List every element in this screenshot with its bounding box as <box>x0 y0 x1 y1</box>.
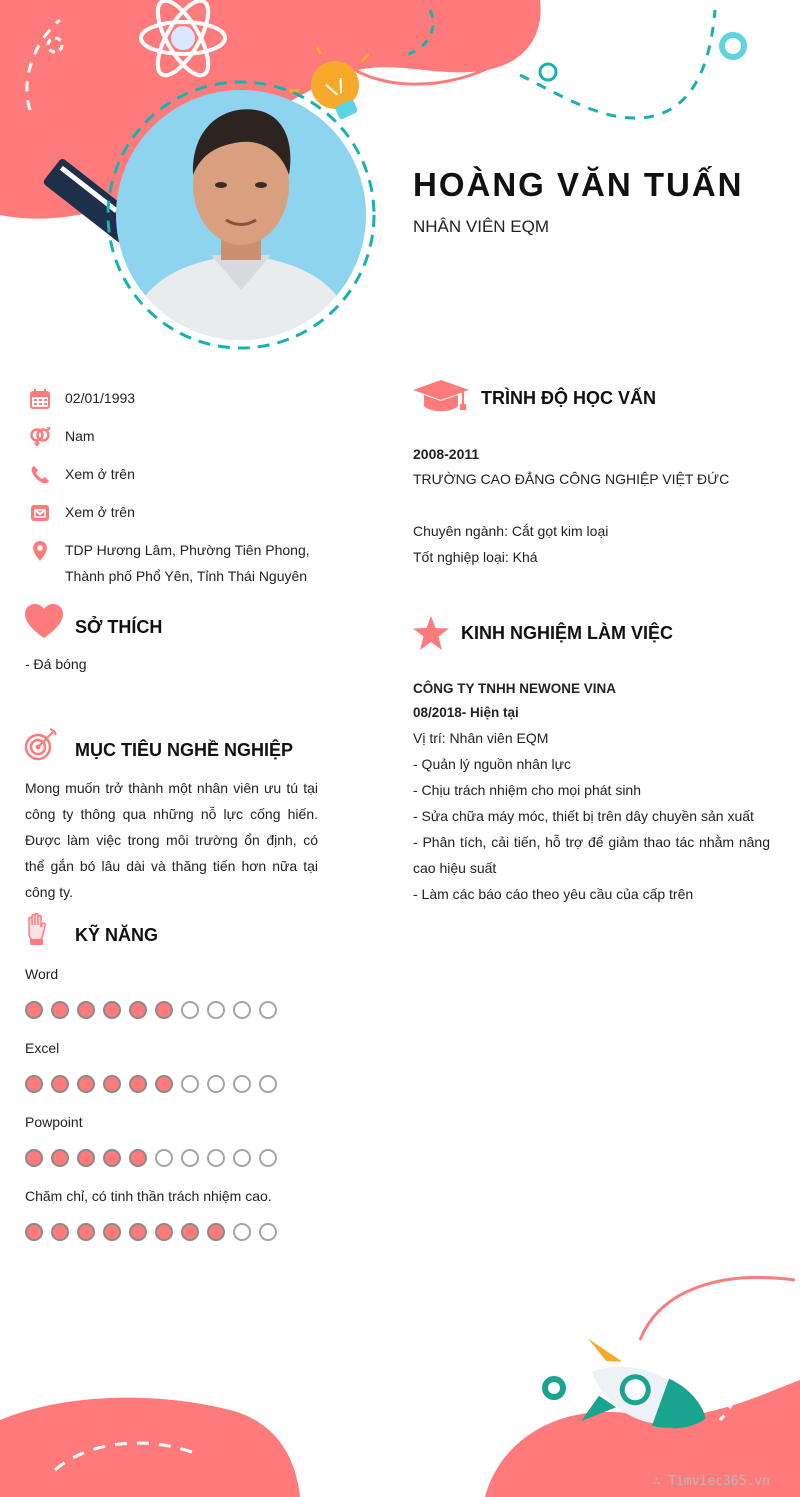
rating-dot-empty <box>233 1001 251 1019</box>
experience-company: CÔNG TY TNHH NEWONE VINA <box>413 681 617 696</box>
target-icon <box>24 727 58 761</box>
rating-dot-filled <box>77 1075 95 1093</box>
rating-dot-filled <box>103 1223 121 1241</box>
experience-title: KINH NGHIỆM LÀM VIỆC <box>461 623 674 643</box>
rating-dot-filled <box>155 1001 173 1019</box>
skill-name: Powpoint <box>25 1114 83 1130</box>
duty-item: - Chịu trách nhiệm cho mọi phát sinh <box>413 782 641 798</box>
rating-dot-filled <box>103 1001 121 1019</box>
rating-dot-filled <box>129 1149 147 1167</box>
rating-dot-filled <box>155 1075 173 1093</box>
duty-item: - Phân tích, cải tiến, hỗ trợ để giảm thao tác nhằm nâng cao hiệu suất <box>413 834 770 876</box>
watermark-text: Timviec365.vn <box>668 1474 770 1489</box>
rating-dot-empty <box>259 1001 277 1019</box>
phone-icon <box>30 465 50 485</box>
rating-dot-empty <box>207 1149 225 1167</box>
rating-dot-filled <box>77 1223 95 1241</box>
rating-dot-filled <box>25 1149 43 1167</box>
email-text: Xem ở trên <box>65 504 135 520</box>
job-title: NHÂN VIÊN EQM <box>413 217 550 236</box>
rating-dot-filled <box>155 1223 173 1241</box>
rating-dot-filled <box>77 1149 95 1167</box>
birthdate-text: 02/01/1993 <box>65 390 136 406</box>
experience-position: Vị trí: Nhân viên EQM <box>413 730 549 746</box>
contact-address <box>30 542 320 589</box>
skill-rating <box>25 1001 277 1019</box>
rating-dot-filled <box>25 1223 43 1241</box>
profile-photo <box>116 90 366 340</box>
duty-item: - Sửa chữa máy móc, thiết bị trên dây chuyền sản xuất <box>413 808 754 824</box>
rating-dot-filled <box>129 1223 147 1241</box>
rating-dot-empty <box>233 1149 251 1167</box>
rating-dot-empty <box>259 1075 277 1093</box>
education-period: 2008-2011 <box>413 446 480 462</box>
education-title: TRÌNH ĐỘ HỌC VẤN <box>481 388 656 408</box>
rating-dot-filled <box>51 1001 69 1019</box>
watermark <box>653 1474 770 1489</box>
rating-dot-filled <box>77 1001 95 1019</box>
gender-text: Nam <box>65 428 95 444</box>
education-major: Chuyên ngành: Cắt gọt kim loại <box>413 523 609 539</box>
rating-dot-empty <box>259 1223 277 1241</box>
rating-dot-filled <box>51 1223 69 1241</box>
star-icon <box>413 616 449 650</box>
skill-rating <box>25 1075 277 1093</box>
hobbies-title: SỞ THÍCH <box>75 617 163 637</box>
skill-rating <box>25 1149 277 1167</box>
rating-dot-filled <box>25 1075 43 1093</box>
location-icon <box>30 541 50 561</box>
gender-icon <box>30 427 50 447</box>
contact-gender <box>30 428 95 449</box>
duty-item: - Quản lý nguồn nhân lực <box>413 756 572 772</box>
education-school: TRƯỜNG CAO ĐẲNG CÔNG NGHIỆP VIỆT ĐỨC <box>413 471 730 487</box>
career-goal-title: MỤC TIÊU NGHỀ NGHIỆP <box>75 740 294 760</box>
watermark-dots-icon: ∴ <box>652 1474 669 1489</box>
rating-dot-empty <box>233 1223 251 1241</box>
rating-dot-empty <box>259 1149 277 1167</box>
rating-dot-filled <box>129 1001 147 1019</box>
career-goal-text: Mong muốn trở thành một nhân viên ưu tú tại công ty thông qua những nỗ lực cống hiến. Được làm việc trong môi trường ổn định, có thể gắn bó lâu dài và thăng tiến hơn nữa tại công ty. <box>25 780 318 900</box>
rating-dot-filled <box>51 1149 69 1167</box>
contact-birthdate <box>30 390 135 411</box>
skill-rating <box>25 1223 277 1241</box>
email-icon <box>30 503 50 523</box>
rating-dot-empty <box>181 1001 199 1019</box>
rating-dot-filled <box>103 1075 121 1093</box>
rating-dot-empty <box>155 1149 173 1167</box>
heart-icon <box>25 604 63 638</box>
hobbies-text: - Đá bóng <box>25 656 87 672</box>
rating-dot-filled <box>25 1001 43 1019</box>
candidate-name: HOÀNG VĂN TUẤN <box>413 166 744 203</box>
rating-dot-empty <box>181 1149 199 1167</box>
rating-dot-filled <box>181 1223 199 1241</box>
rating-dot-empty <box>181 1075 199 1093</box>
skill-name: Chăm chỉ, có tinh thần trách nhiệm cao. <box>25 1188 272 1204</box>
rating-dot-filled <box>129 1075 147 1093</box>
contact-phone <box>30 466 135 487</box>
experience-duties <box>413 751 770 907</box>
contact-email <box>30 504 135 525</box>
address-text: TDP Hương Lâm, Phường Tiên Phong, Thành phố Phổ Yên, Tỉnh Thái Nguyên <box>65 542 310 584</box>
phone-text: Xem ở trên <box>65 466 135 482</box>
rating-dot-empty <box>233 1075 251 1093</box>
skill-name: Excel <box>25 1040 60 1056</box>
graduation-cap-icon <box>413 380 469 414</box>
calendar-icon <box>30 389 50 409</box>
rating-dot-filled <box>103 1149 121 1167</box>
rating-dot-empty <box>207 1075 225 1093</box>
rating-dot-filled <box>51 1075 69 1093</box>
skill-name: Word <box>25 966 59 982</box>
education-grade: Tốt nghiệp loại: Khá <box>413 549 538 565</box>
hand-icon <box>26 913 48 945</box>
duty-item: - Làm các báo cáo theo yêu cầu của cấp trên <box>413 886 694 902</box>
rating-dot-filled <box>207 1223 225 1241</box>
rating-dot-empty <box>207 1001 225 1019</box>
skills-title: KỸ NĂNG <box>75 925 159 945</box>
experience-period: 08/2018- Hiện tại <box>413 705 519 720</box>
